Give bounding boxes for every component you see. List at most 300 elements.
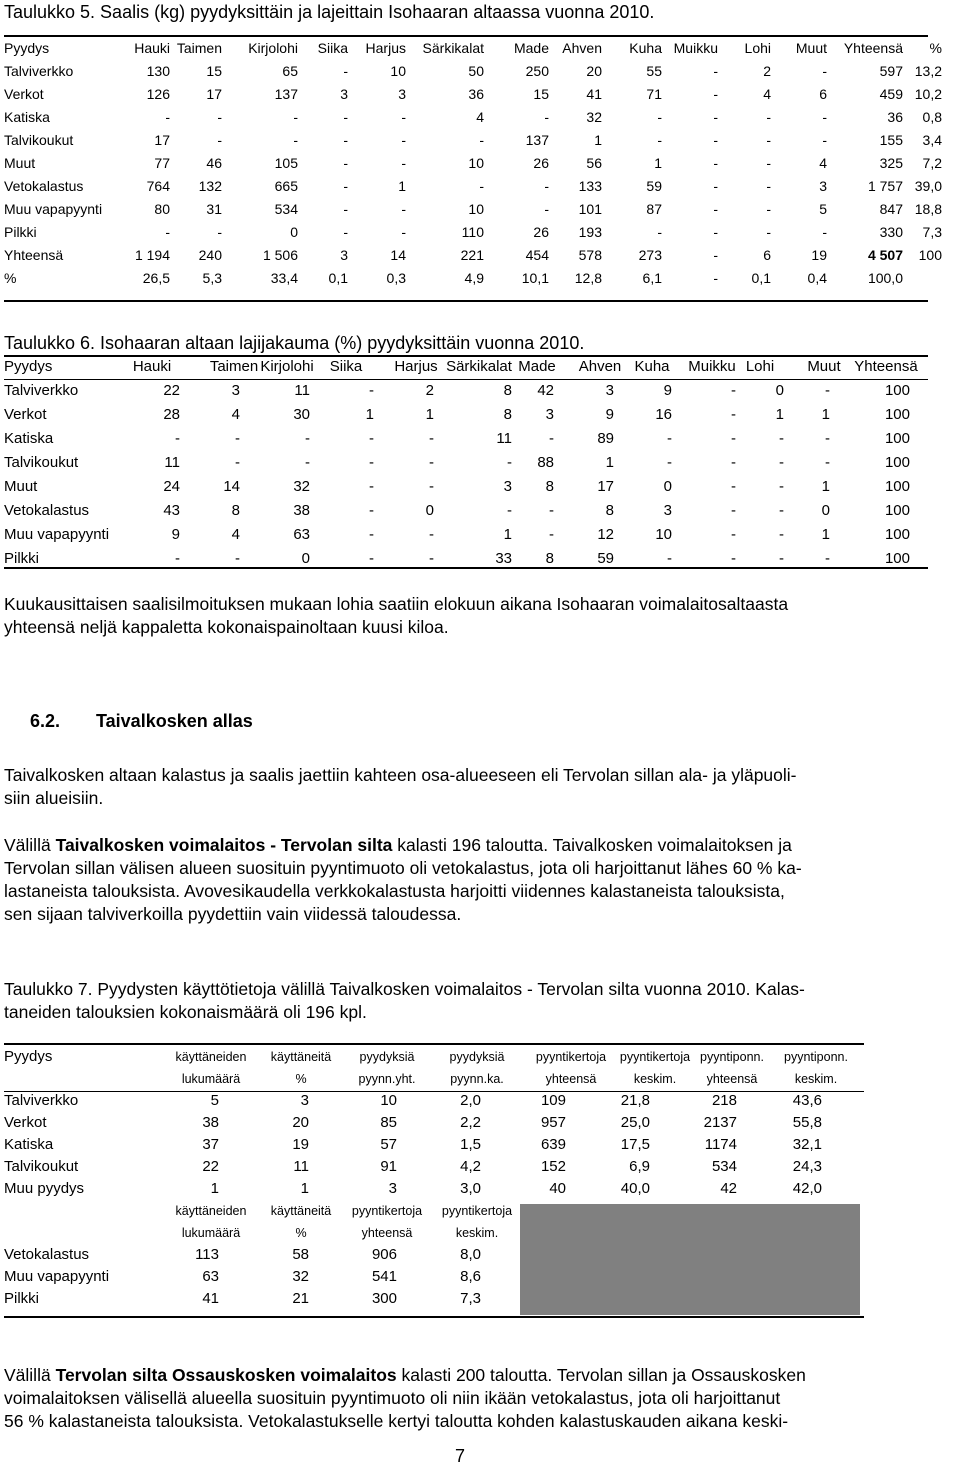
table-cell: 1174 (704, 1136, 737, 1153)
table-cell: 9 (605, 406, 614, 423)
table-row (4, 1288, 942, 1310)
table-cell: yhteensä (361, 1226, 413, 1240)
table5 (4, 37, 942, 290)
table-cell: 273 (638, 247, 662, 263)
table-cell: 3 (388, 1180, 397, 1197)
table-cell: % (295, 1072, 307, 1086)
table-cell: 957 (540, 1114, 566, 1131)
table-cell: - (825, 382, 830, 399)
table5-caption: Taulukko 5. Saalis (kg) pyydyksittäin ja lajeittain Isohaaran altaassa vuonna 2010. (4, 2, 655, 22)
table-cell: - (429, 526, 434, 543)
paragraph-line: 56 % kalastaneista talouksista. Vetokalastukselle kertyi taloutta kohden kalastuskauden aikana keski- (4, 1411, 789, 1431)
table-cell: lukumäärä (181, 1072, 241, 1086)
table-cell: 8 (503, 406, 512, 423)
table-cell: 71 (646, 86, 662, 102)
table-cell: Muu vapapyynti (4, 201, 103, 217)
table-cell: - (766, 132, 771, 148)
table-cell: - (822, 132, 827, 148)
paragraph-line: Tervolan sillan välisen alueen suosituin pyyntimuoto oli vetokalastus, jota oli harjoittanut lähes 60 % ka- (4, 858, 802, 878)
table-cell: 15 (533, 86, 549, 102)
table-row (4, 60, 942, 83)
table-cell: - (343, 63, 348, 79)
table-header-row (4, 1046, 942, 1068)
paragraph-line (4, 1364, 954, 1387)
table-cell: 4,9 (464, 270, 484, 286)
table-cell: 12 (597, 526, 614, 543)
table-cell: - (507, 502, 512, 519)
table-cell: - (667, 550, 672, 567)
table-cell: 33 (495, 550, 512, 567)
table-cell: 454 (525, 247, 549, 263)
table-cell: - (235, 550, 240, 567)
table-cell: pyyntikertoja (441, 1204, 513, 1218)
table-cell: - (429, 478, 434, 495)
table-cell: Muut (807, 358, 841, 375)
table-cell: - (305, 454, 310, 471)
table-row (4, 1090, 942, 1112)
table-cell: pyyntiponn. (700, 1050, 764, 1064)
table-cell: - (293, 132, 298, 148)
table-cell: - (667, 454, 672, 471)
table-cell: 5,3 (202, 270, 222, 286)
table-cell: 0 (775, 382, 784, 399)
table-cell: 50 (468, 63, 484, 79)
table-cell: 906 (371, 1246, 397, 1263)
table-cell: 19 (811, 247, 827, 263)
table-header-row (4, 1068, 942, 1090)
table-cell: Pilkki (4, 1290, 40, 1307)
table-cell: Made (518, 358, 556, 375)
table-cell: pyydyksiä (359, 1050, 415, 1064)
table-cell: 22 (202, 1158, 219, 1175)
table-cell: 10 (468, 201, 484, 217)
table-cell: 126 (146, 86, 170, 102)
table-cell: 5 (819, 201, 827, 217)
table7-top-rule (4, 1043, 864, 1045)
table-cell: 6,9 (629, 1158, 650, 1175)
table-cell: - (293, 109, 298, 125)
table-cell: 4 (231, 526, 240, 543)
paragraph-line: yhteensä neljä kappaletta kokonaispainoltaan kuusi kiloa. (4, 617, 449, 637)
table-cell: 0 (290, 224, 298, 240)
table-cell: Vetokalastus (4, 502, 90, 519)
table-cell: - (369, 382, 374, 399)
table-cell: 100 (884, 478, 910, 495)
table7 (4, 1046, 942, 1310)
table-cell: Pyydys (4, 1048, 53, 1065)
paragraph-bold-section: Taivalkosken voimalaitos - Tervolan silta (55, 835, 393, 855)
table-cell: Yhteensä (4, 247, 64, 263)
table-cell: - (217, 109, 222, 125)
table-cell: 100,0 (867, 270, 903, 286)
table-cell: - (549, 526, 554, 543)
table-cell: 24,3 (792, 1158, 822, 1175)
table-cell: Muut (795, 40, 827, 56)
table-cell: 37 (202, 1136, 219, 1153)
table-cell: Pilkki (4, 550, 40, 567)
table-cell: 1 194 (134, 247, 170, 263)
table-cell: 38 (293, 502, 310, 519)
table-cell: 63 (202, 1268, 219, 1285)
table-cell: pyyntikertoja (535, 1050, 607, 1064)
table-cell: - (713, 109, 718, 125)
table-cell: käyttäneiden (175, 1050, 247, 1064)
table6-caption: Taulukko 6. Isohaaran altaan lajijakauma (%) pyydyksittäin vuonna 2010. (4, 333, 585, 353)
table-cell: 0 (821, 502, 830, 519)
table-cell: 0,1 (328, 270, 348, 286)
table-cell: 7,3 (922, 224, 942, 240)
table-cell: 155 (879, 132, 903, 148)
table-cell: 20 (586, 63, 602, 79)
table-cell: - (822, 109, 827, 125)
table-cell: Taimen (176, 40, 222, 56)
table-cell: - (165, 224, 170, 240)
table-row (4, 1266, 942, 1288)
table-cell: - (544, 178, 549, 194)
table-cell: 137 (274, 86, 298, 102)
table-cell: 41 (202, 1290, 219, 1307)
table-cell: 22 (163, 382, 180, 399)
table-cell: 38 (202, 1114, 219, 1131)
table-cell: Yhteensä (854, 358, 918, 375)
table-cell: 16 (655, 406, 672, 423)
table-cell: 1,5 (460, 1136, 481, 1153)
table-cell: 132 (198, 178, 222, 194)
table-cell: Hauki (134, 40, 170, 56)
table-cell: 17 (597, 478, 614, 495)
table-cell: 534 (274, 201, 298, 217)
table-row (4, 244, 942, 267)
table-cell: - (825, 430, 830, 447)
paragraph-line: sen sijaan talviverkoilla pyydettiin vain viidessä taloudessa. (4, 904, 462, 924)
table-cell: - (779, 550, 784, 567)
table-cell: - (766, 109, 771, 125)
table-cell: 100 (884, 430, 910, 447)
table-cell: - (549, 430, 554, 447)
table-cell: - (713, 247, 718, 263)
paragraph-rest: kalasti 196 taloutta. Taivalkosken voimalaitoksen ja (392, 835, 792, 855)
table-cell: - (429, 550, 434, 567)
table-cell: 39,0 (914, 178, 942, 194)
table-row (4, 523, 942, 547)
table-cell: 100 (884, 382, 910, 399)
table-row (4, 451, 942, 475)
table-cell: Muut (4, 478, 38, 495)
table-cell: Katiska (4, 430, 54, 447)
table-cell: 10 (390, 63, 406, 79)
paragraph-rest: kalasti 200 taloutta. Tervolan sillan ja Ossauskosken (396, 1365, 806, 1385)
table7-caption (4, 978, 805, 1024)
table-cell: 65 (282, 63, 298, 79)
table-cell: 88 (537, 454, 554, 471)
table-cell: keskim. (455, 1226, 499, 1240)
table-cell: Vetokalastus (4, 1246, 90, 1263)
table-cell: - (825, 550, 830, 567)
table-cell: 2,0 (460, 1092, 481, 1109)
table-subheader-row (4, 1222, 942, 1244)
table6-bottom-rule (4, 567, 928, 569)
table-cell: Katiska (4, 1136, 54, 1153)
table-cell: 3 (819, 178, 827, 194)
table-cell: 32,1 (792, 1136, 822, 1153)
table-cell: 8,6 (460, 1268, 481, 1285)
table-row (4, 1112, 942, 1134)
table-cell: Taimen (209, 358, 259, 375)
table-cell: 2,2 (460, 1114, 481, 1131)
paragraph-valilla-2 (4, 1364, 954, 1433)
table-cell: - (369, 430, 374, 447)
table-cell: - (175, 430, 180, 447)
table-cell: 28 (163, 406, 180, 423)
section-title: Taivalkosken allas (96, 711, 253, 731)
table-cell: - (731, 406, 736, 423)
table-cell: 0 (301, 550, 310, 567)
table-cell: - (479, 178, 484, 194)
table-cell: 0,3 (386, 270, 406, 286)
table-cell: - (731, 526, 736, 543)
table-cell: 110 (461, 224, 484, 240)
table-cell: 4 (819, 155, 827, 171)
table-cell: pyynn.yht. (358, 1072, 416, 1086)
table-cell: Talviverkko (4, 63, 74, 79)
table-cell: 9 (663, 382, 672, 399)
table-cell: Muu vapapyynti (4, 526, 110, 543)
table-cell: - (657, 224, 662, 240)
table-cell: 578 (578, 247, 602, 263)
table-row (4, 499, 942, 523)
table-row (4, 403, 942, 427)
table-row (4, 152, 942, 175)
table-cell: 3 (605, 382, 614, 399)
table-cell: - (766, 224, 771, 240)
table-cell: 1 757 (867, 178, 903, 194)
table-cell: pyydyksiä (449, 1050, 505, 1064)
table-cell: 63 (293, 526, 310, 543)
table-cell: 100 (884, 550, 910, 567)
table-cell: 3 (663, 502, 672, 519)
table-cell: 10 (468, 155, 484, 171)
table-cell: pyyntiponn. (784, 1050, 848, 1064)
table-cell: 3 (231, 382, 240, 399)
table-cell: 8 (545, 550, 554, 567)
table-cell: 1 (654, 155, 662, 171)
table-cell: Ahven (578, 358, 622, 375)
table-cell: 42,0 (792, 1180, 822, 1197)
table-cell: 1 (398, 178, 406, 194)
table-cell: - (713, 132, 718, 148)
table-cell: 3 (340, 247, 348, 263)
table-cell: - (343, 109, 348, 125)
table-subheader-row (4, 1200, 942, 1222)
table-cell: - (657, 132, 662, 148)
table-cell: Katiska (4, 109, 50, 125)
table-cell: 105 (274, 155, 298, 171)
table-cell: - (822, 224, 827, 240)
table-cell: 21 (292, 1290, 309, 1307)
table-row (4, 221, 942, 244)
table-cell: 639 (540, 1136, 566, 1153)
table-cell: 32 (293, 478, 310, 495)
table-cell: 89 (597, 430, 614, 447)
table-row (4, 175, 942, 198)
table-cell: - (235, 454, 240, 471)
table-cell: 59 (597, 550, 614, 567)
table-cell: 7,2 (922, 155, 942, 171)
table-cell: 9 (171, 526, 180, 543)
table-cell: Kuha (629, 40, 662, 56)
table-cell: - (175, 550, 180, 567)
table-cell: - (731, 430, 736, 447)
table-cell: 325 (879, 155, 903, 171)
table-cell: - (369, 550, 374, 567)
table-cell: - (369, 502, 374, 519)
table-cell: - (401, 109, 406, 125)
table-cell: Muu vapapyynti (4, 1268, 110, 1285)
table-cell: Talvikoukut (4, 132, 74, 148)
table-cell: 1 (821, 478, 830, 495)
table-cell: 137 (525, 132, 549, 148)
table-cell: 218 (711, 1092, 737, 1109)
table-cell: 19 (292, 1136, 309, 1153)
table-cell: 764 (146, 178, 170, 194)
table-cell: 36 (887, 109, 903, 125)
table-cell: 15 (206, 63, 222, 79)
table-cell: - (779, 430, 784, 447)
table-cell: 300 (371, 1290, 397, 1307)
table-cell: 12,8 (574, 270, 602, 286)
table-cell: 17 (206, 86, 222, 102)
table-cell: pyyntikertoja (619, 1050, 691, 1064)
table-cell: Talviverkko (4, 382, 79, 399)
table-cell: 5 (210, 1092, 219, 1109)
table-cell: Verkot (4, 86, 44, 102)
table-cell: 133 (578, 178, 602, 194)
table-row (4, 1244, 942, 1266)
table-cell: - (731, 550, 736, 567)
table-cell: - (779, 478, 784, 495)
table-cell: Siika (317, 40, 348, 56)
table-cell: Pyydys (4, 358, 53, 375)
table-cell: - (667, 430, 672, 447)
table-row (4, 475, 942, 499)
table-cell: 2 (763, 63, 771, 79)
table-cell: - (731, 454, 736, 471)
table-cell: 6 (819, 86, 827, 102)
table-cell: 152 (540, 1158, 566, 1175)
table-cell: 10,1 (521, 270, 549, 286)
table-cell: - (479, 132, 484, 148)
table-cell: 11 (293, 1158, 309, 1175)
table-cell: 3 (398, 86, 406, 102)
table-cell: 43,6 (792, 1092, 822, 1109)
table-cell: Särkikalat (446, 358, 512, 375)
table-cell: Vetokalastus (4, 178, 84, 194)
table-cell: % (929, 40, 942, 56)
table-cell: Kirjolohi (248, 40, 298, 56)
table-cell: 87 (646, 201, 662, 217)
table-cell: - (766, 201, 771, 217)
paragraph-intro (4, 764, 954, 810)
table-cell: - (401, 155, 406, 171)
table7-caption-line: taneiden talouksien kokonaismäärä oli 196 kpl. (4, 1002, 367, 1022)
table-cell: käyttäneiden (175, 1204, 247, 1218)
table-cell: 130 (146, 63, 170, 79)
table-row (4, 83, 942, 106)
table6 (4, 355, 942, 571)
table-cell: Muikku (673, 40, 718, 56)
table-cell: 80 (154, 201, 170, 217)
table-cell: 3 (340, 86, 348, 102)
table-cell: 40,0 (620, 1180, 650, 1197)
table-cell: - (713, 201, 718, 217)
table-cell: - (779, 502, 784, 519)
table-cell: - (657, 109, 662, 125)
table-cell: 33,4 (270, 270, 298, 286)
paragraph-line: siin alueisiin. (4, 788, 104, 808)
table-row (4, 1156, 942, 1178)
table-cell: Talvikoukut (4, 1158, 79, 1175)
table-cell: 14 (223, 478, 240, 495)
table-cell: 100 (884, 406, 910, 423)
table-cell: keskim. (633, 1072, 677, 1086)
table-cell: 330 (879, 224, 903, 240)
table-cell: Verkot (4, 1114, 47, 1131)
table-cell: 221 (460, 247, 484, 263)
table-cell: 26 (533, 224, 549, 240)
table7-bottom-rule (4, 1316, 864, 1318)
table-cell: - (766, 155, 771, 171)
table-cell: - (731, 502, 736, 519)
table-cell: % (4, 270, 17, 286)
table-cell: - (731, 382, 736, 399)
table-cell: 3,4 (922, 132, 942, 148)
table-cell: 55,8 (792, 1114, 822, 1131)
table-cell: 20 (292, 1114, 309, 1131)
table-cell: 2137 (703, 1114, 737, 1131)
table-cell: 101 (578, 201, 602, 217)
table-cell: Pyydys (4, 40, 50, 56)
table-cell: Pilkki (4, 224, 37, 240)
table-cell: - (343, 155, 348, 171)
table-cell: lukumäärä (181, 1226, 241, 1240)
table-cell: 0,8 (922, 109, 942, 125)
table-cell: - (343, 201, 348, 217)
table-cell: 193 (578, 224, 602, 240)
table-cell: - (401, 224, 406, 240)
table-cell: yhteensä (545, 1072, 597, 1086)
table-cell: - (401, 201, 406, 217)
table-cell: 541 (371, 1268, 397, 1285)
table-cell: 1 506 (262, 247, 298, 263)
table-cell: - (713, 155, 718, 171)
table-cell: 31 (206, 201, 222, 217)
table-cell: 10 (380, 1092, 397, 1109)
table-row (4, 1178, 942, 1200)
table-cell: - (343, 132, 348, 148)
table-cell: käyttäneitä (270, 1204, 332, 1218)
table-cell: 4 (763, 86, 771, 102)
paragraph-line: Taivalkosken altaan kalastus ja saalis jaettiin kahteen osa-alueeseen eli Tervolan sillan ala- ja yläpuoli- (4, 765, 797, 785)
table-cell: 30 (293, 406, 310, 423)
table-cell: 1 (300, 1180, 309, 1197)
table-cell: 0 (425, 502, 434, 519)
table5-bottom-rule (4, 300, 928, 302)
table-cell: 40 (549, 1180, 566, 1197)
table-cell: - (779, 454, 784, 471)
table-cell: - (165, 109, 170, 125)
table-cell: 8 (545, 478, 554, 495)
table-cell: Kirjolohi (260, 358, 314, 375)
